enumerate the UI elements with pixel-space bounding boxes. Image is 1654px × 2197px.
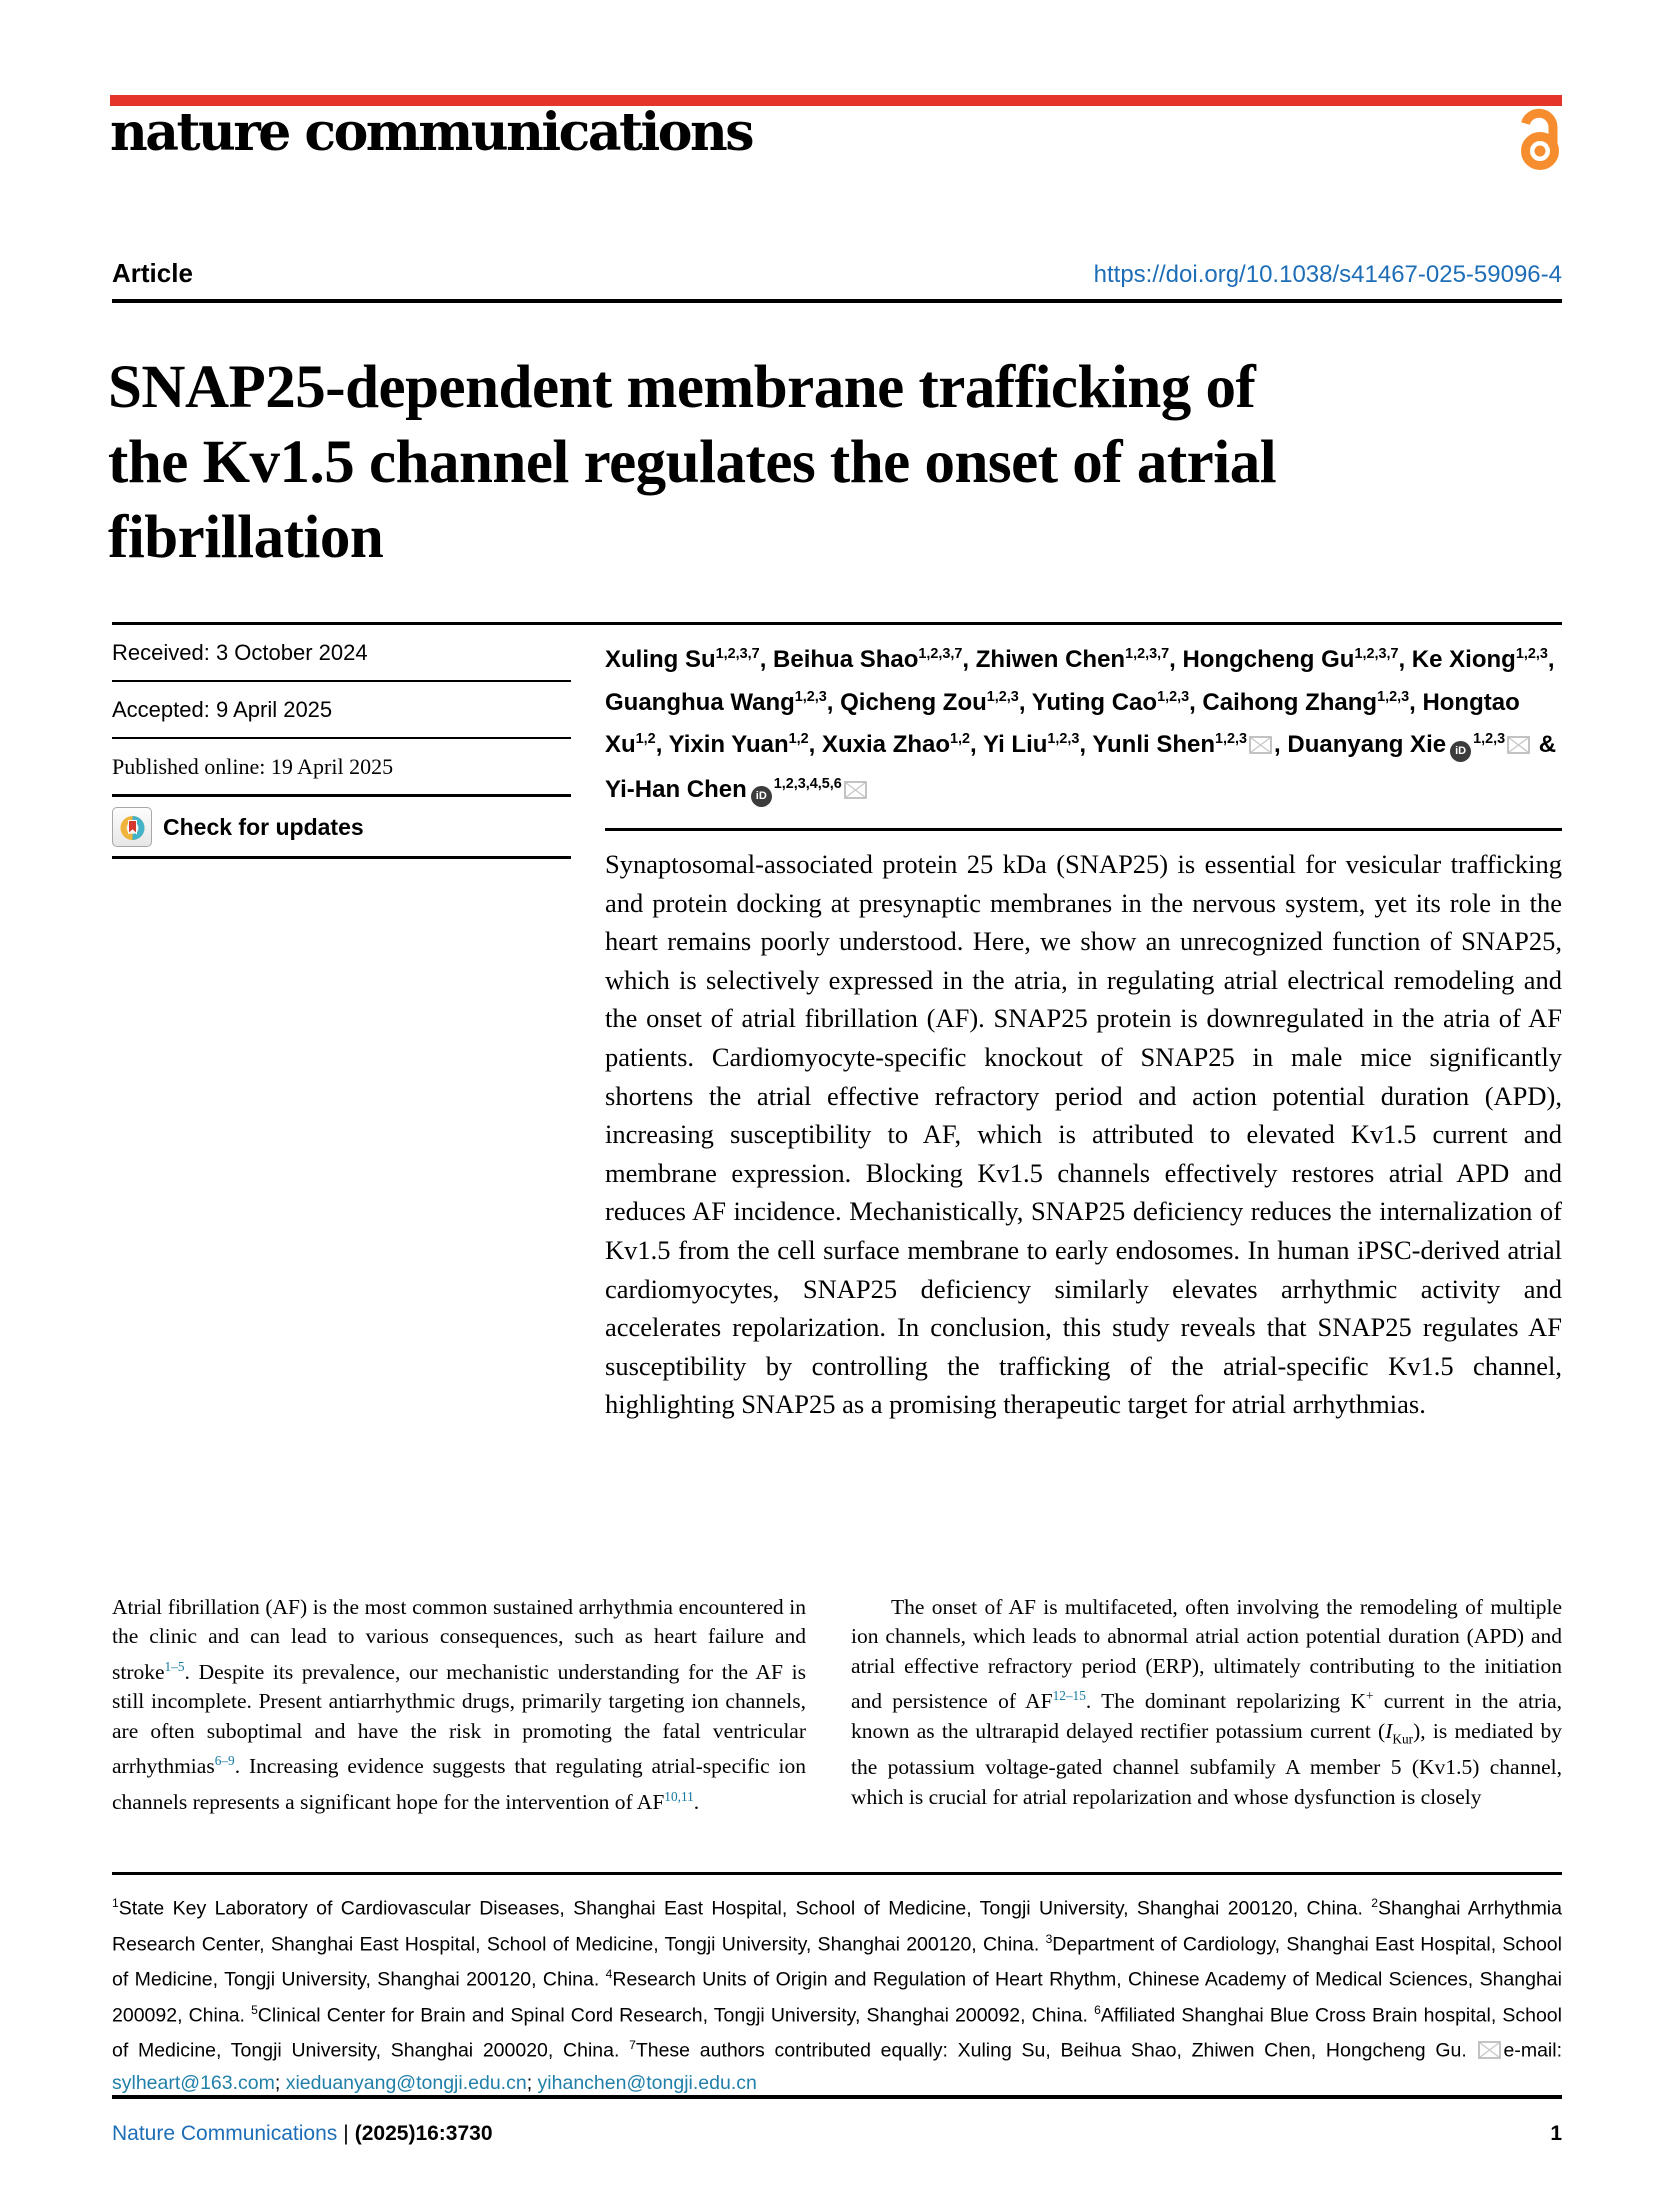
paragraph: The onset of AF is multifaceted, often involving the remodeling of multiple ion channels, which leads to abnormal atrial action potential duration (APD) and atrial effective refractory period (ERP), ultimately contributing to the initiation and persistence of AF$^{12-15}$. The dominant repolarizing K+ current in the atria, known as the ultrarapid delayed rectifier potassium current $(I_{Kur})$, is mediated by the potassium voltage-gated channel subfamily A member 5 (Kv1.5) channel, which is crucial for atrial repolarization and whose dysfunction is closely	[851, 1595, 1562, 1809]
email-link[interactable]: xieduanyang@tongji.edu.cn	[285, 2071, 527, 2094]
email-link[interactable]: sylheart@163.com	[112, 2071, 275, 2094]
article-meta-row	[112, 258, 1562, 289]
reference-superscript[interactable]: 1–5	[164, 1658, 185, 1674]
footnote-rule	[112, 1872, 1562, 1875]
journal-logo: nature communications	[110, 102, 753, 163]
accepted-date: Accepted: 9 April 2025	[112, 682, 571, 739]
page-title: SNAP25-dependent membrane trafficking of the Kv1.5 channel regulates the onset of atrial fibrillation	[108, 353, 1277, 571]
article-infobox	[112, 625, 571, 859]
footer-citation	[112, 2122, 493, 2146]
open-access-icon	[1513, 105, 1561, 176]
reference-superscript[interactable]: 12–15	[1052, 1688, 1086, 1704]
abstract-text: Synaptosomal-associated protein 25 kDa (SNAP25) is essential for vesicular trafficking and protein docking at presynaptic membranes in the nervous system, yet its role in the heart remains poorly understood. Here, we show an unrecognized function of SNAP25, which is selectively expressed in the atria, in regulating atrial electrical remodeling and the onset of atrial fibrillation (AF). SNAP25 protein is downregulated in the atria of AF patients. Cardiomyocyte-specific knockout of SNAP25 in male mice significantly shortens the atrial effective refractory period and action potential duration (APD), increasing susceptibility to AF, which is attributed to elevated Kv1.5 current and membrane expression. Blocking Kv1.5 channels effectively restores atrial APD and reduces AF incidence. Mechanistically, SNAP25 deficiency reduces the internalization of Kv1.5 from the cell surface membrane to early endosomes. In human iPSC-derived atrial cardiomyocytes, SNAP25 deficiency similarly elevates arrhythmic activity and accelerates repolarization. In conclusion, this study reveals that SNAP25 regulates AF susceptibility by controlling the trafficking of the atrial-specific Kv1.5 channel, highlighting SNAP25 as a promising therapeutic target for atrial arrhythmias.	[605, 849, 1562, 1420]
paragraph: Atrial fibrillation (AF) is the most common sustained arrhythmia encountered in the clinic and can lead to various consequences, such as heart failure and stroke$^{1-5}$. Despite its prevalence, our mechanistic understanding for the AF is still incomplete. Present antiarrhythmic drugs, primarily targeting ion channels, are often suboptimal and have the risk in promoting the fatal ventricular arrhythmias$^{6-9}$. Increasing evidence suggests that regulating atrial-specific ion channels represents a significant hope for the intervention of AF$^{10,11}$.	[112, 1595, 806, 1814]
check-updates-row	[112, 797, 571, 859]
received-date: Received: 3 October 2024	[112, 625, 571, 682]
title-rule	[112, 299, 1562, 303]
email-link[interactable]: yihanchen@tongji.edu.cn	[537, 2071, 757, 2094]
orcid-icon[interactable]: iD	[751, 786, 772, 807]
envelope-icon[interactable]	[844, 774, 867, 811]
author-list: Xuling Su$^{1,2,3,7}$, Beihua Shao$^{1,2,3,7}$, Zhiwen Chen$^{1,2,3,7}$, Hongcheng Gu$^{1,2,3,7}$, Ke Xiong$^{1,2,3}$, Guanghua Wang$^{1,2,3}$, Qicheng Zou$^{1,2,3}$, Yuting Cao$^{1,2,3}$, Caihong Zhang$^{1,2,3}$, Hongtao Xu$^{1,2}$, Yixin Yuan$^{1,2}$, Xuxia Zhao$^{1,2}$, Yi Liu$^{1,2,3}$, Yunli Shen$^{1,2,3}$ , Duanyang Xie iD$^{1,2,3}$ & Yi-Han Chen iD$^{1,2,3,4,5,6}$	[605, 636, 1562, 810]
check-for-updates-button[interactable]	[112, 807, 364, 847]
reference-superscript[interactable]: 10,11	[664, 1788, 694, 1804]
body-column-left	[112, 1593, 806, 1817]
envelope-icon[interactable]	[1507, 729, 1530, 766]
reference-superscript[interactable]: 6–9	[214, 1753, 235, 1769]
envelope-icon[interactable]	[1249, 729, 1272, 766]
crossmark-icon	[112, 807, 152, 847]
footer-rule	[112, 2095, 1562, 2099]
page-footer	[112, 2122, 1562, 2146]
body-column-right	[851, 1593, 1562, 1812]
abstract-rule	[605, 828, 1562, 831]
orcid-icon[interactable]: iD	[1450, 741, 1471, 762]
footer-separator: |	[343, 2122, 349, 2145]
footer-journal-name: Nature Communications	[112, 2122, 338, 2145]
affiliations-footnote: $^1$State Key Laboratory of Cardiovascular Diseases, Shanghai East Hospital, School of Medicine, Tongji University, Shanghai 200120, China. $^2$Shanghai Arrhythmia Research Center, Shanghai East Hospital, School of Medicine, Tongji University, Shanghai 200120, China. $^3$Department of Cardiology, Shanghai East Hospital, School of Medicine, Tongji University, Shanghai 200120, China. $^4$Research Units of Origin and Regulation of Heart Rhythm, Chinese Academy of Medical Sciences, Shanghai 200092, China. $^5$Clinical Center for Brain and Spinal Cord Research, Tongji University, Shanghai 200092, China. $^6$Affiliated Shanghai Blue Cross Brain hospital, School of Medicine, Tongji University, Shanghai 200020, China. $^7$These authors contributed equally: Xuling Su, Beihua Shao, Zhiwen Chen, Hongcheng Gu. e-mail: sylheart@163.com; xieduanyang@tongji.edu.cn; yihanchen@tongji.edu.cn	[112, 1896, 1562, 2094]
doi-link[interactable]: https://doi.org/10.1038/s41467-025-59096-4	[1093, 261, 1562, 288]
envelope-icon	[1478, 2038, 1501, 2068]
article-type-label: Article	[112, 258, 193, 288]
published-date: Published online: 19 April 2025	[112, 739, 571, 797]
footer-volume-citation: (2025)16:3730	[354, 2122, 493, 2145]
check-for-updates-label: Check for updates	[163, 813, 364, 840]
page-number: 1	[1550, 2122, 1562, 2145]
